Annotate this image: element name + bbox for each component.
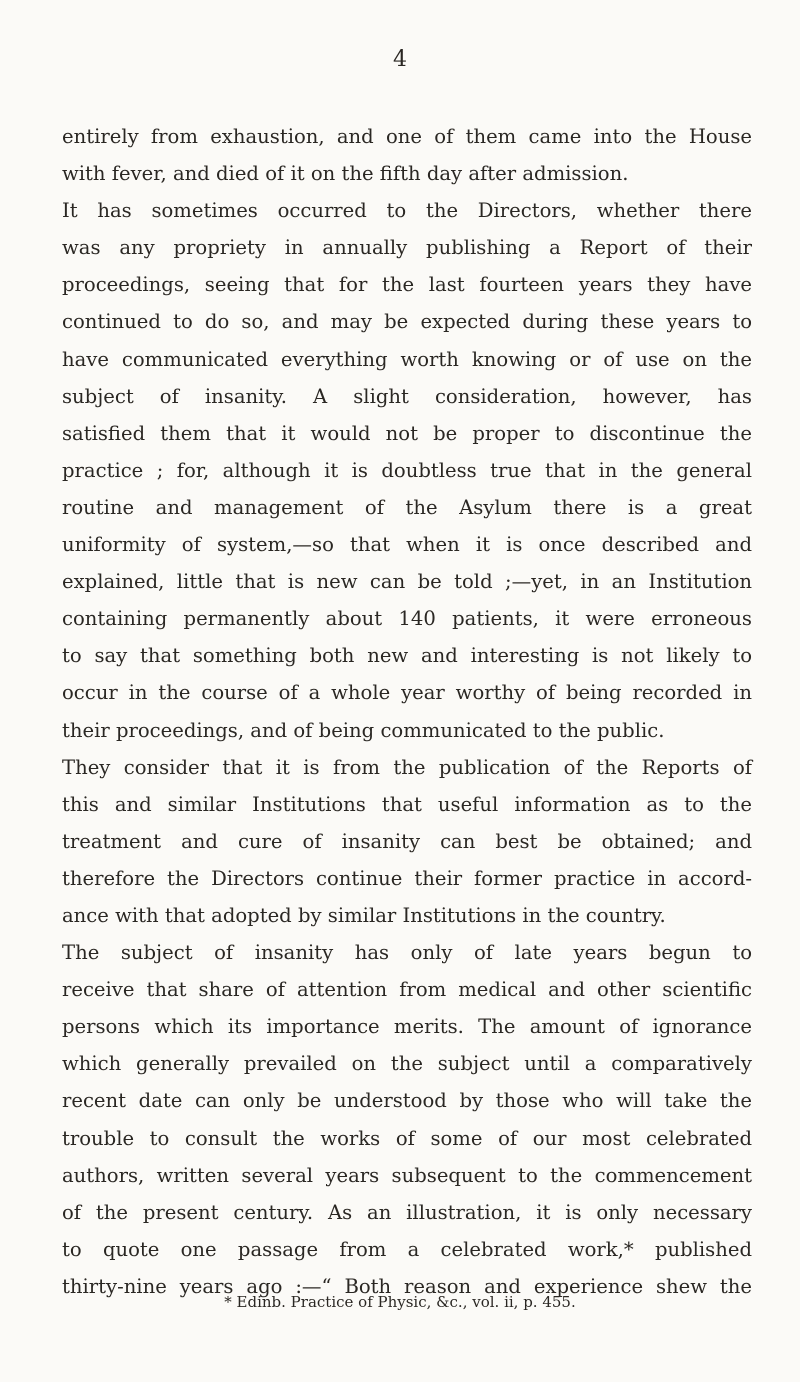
text-line: practice ; for, although it is doubtless true that in the general (62, 458, 752, 482)
text-line: containing permanently about 140 patients, it were erroneous (62, 607, 752, 631)
text-line: proceedings, seeing that for the last fourteen years they have (62, 273, 752, 297)
text-line: uniformity of system,—so that when it is once described and (62, 533, 752, 557)
text-line: have communicated everything worth knowing or of use on the (62, 347, 752, 371)
text-line: persons which its importance merits. The amount of ignorance (62, 1015, 752, 1039)
text-line: of the present century. As an illustration, it is only necessary (62, 1200, 752, 1224)
text-line: treatment and cure of insanity can best be obtained; and (62, 829, 752, 853)
text-line: routine and management of the Asylum there is a great (62, 495, 752, 519)
text-line: their proceedings, and of being communicated to the public. (62, 718, 665, 742)
text-line: therefore the Directors continue their former practice in accord- (62, 866, 752, 890)
text-line: satisfied them that it would not be proper to discontinue the (62, 421, 752, 445)
text-line: The subject of insanity has only of late years begun to (62, 941, 752, 965)
text-line: They consider that it is from the publication of the Reports of (62, 755, 752, 779)
text-line: which generally prevailed on the subject until a comparatively (62, 1052, 752, 1076)
text-line: to say that something both new and interesting is not likely to (62, 644, 752, 668)
text-line: trouble to consult the works of some of our most celebrated (62, 1126, 752, 1150)
page-number: 4 (393, 47, 407, 72)
text-line: this and similar Institutions that useful information as to the (62, 792, 752, 816)
text-line: occur in the course of a whole year worthy of being recorded in (62, 681, 752, 705)
text-line: continued to do so, and may be expected during these years to (62, 310, 752, 334)
text-line: entirely from exhaustion, and one of them came into the House (62, 125, 752, 148)
text-line: ance with that adopted by similar Institutions in the country. (62, 903, 666, 927)
body-text (62, 118, 752, 1305)
text-line: with fever, and died of it on the fifth day after admission. (62, 162, 629, 186)
text-line: recent date can only be understood by those who will take the (62, 1089, 752, 1113)
footnote: * Edinb. Practice of Physic, &c., vol. ii, p. 455. (224, 1293, 576, 1311)
text-line: receive that share of attention from medical and other scientific (62, 978, 752, 1002)
text-line: explained, little that is new can be told ;—yet, in an Institution (62, 570, 752, 594)
text-line: It has sometimes occurred to the Directors, whether there (62, 199, 752, 223)
text-line: was any propriety in annually publishing a Report of their (62, 236, 752, 260)
text-line: to quote one passage from a celebrated work,* published (62, 1237, 752, 1261)
text-line: subject of insanity. A slight consideration, however, has (62, 384, 752, 408)
text-line: thirty-nine years ago :—“ Both reason and experience shew the (62, 1274, 752, 1298)
text-line: authors, written several years subsequent to the commencement (62, 1163, 752, 1187)
